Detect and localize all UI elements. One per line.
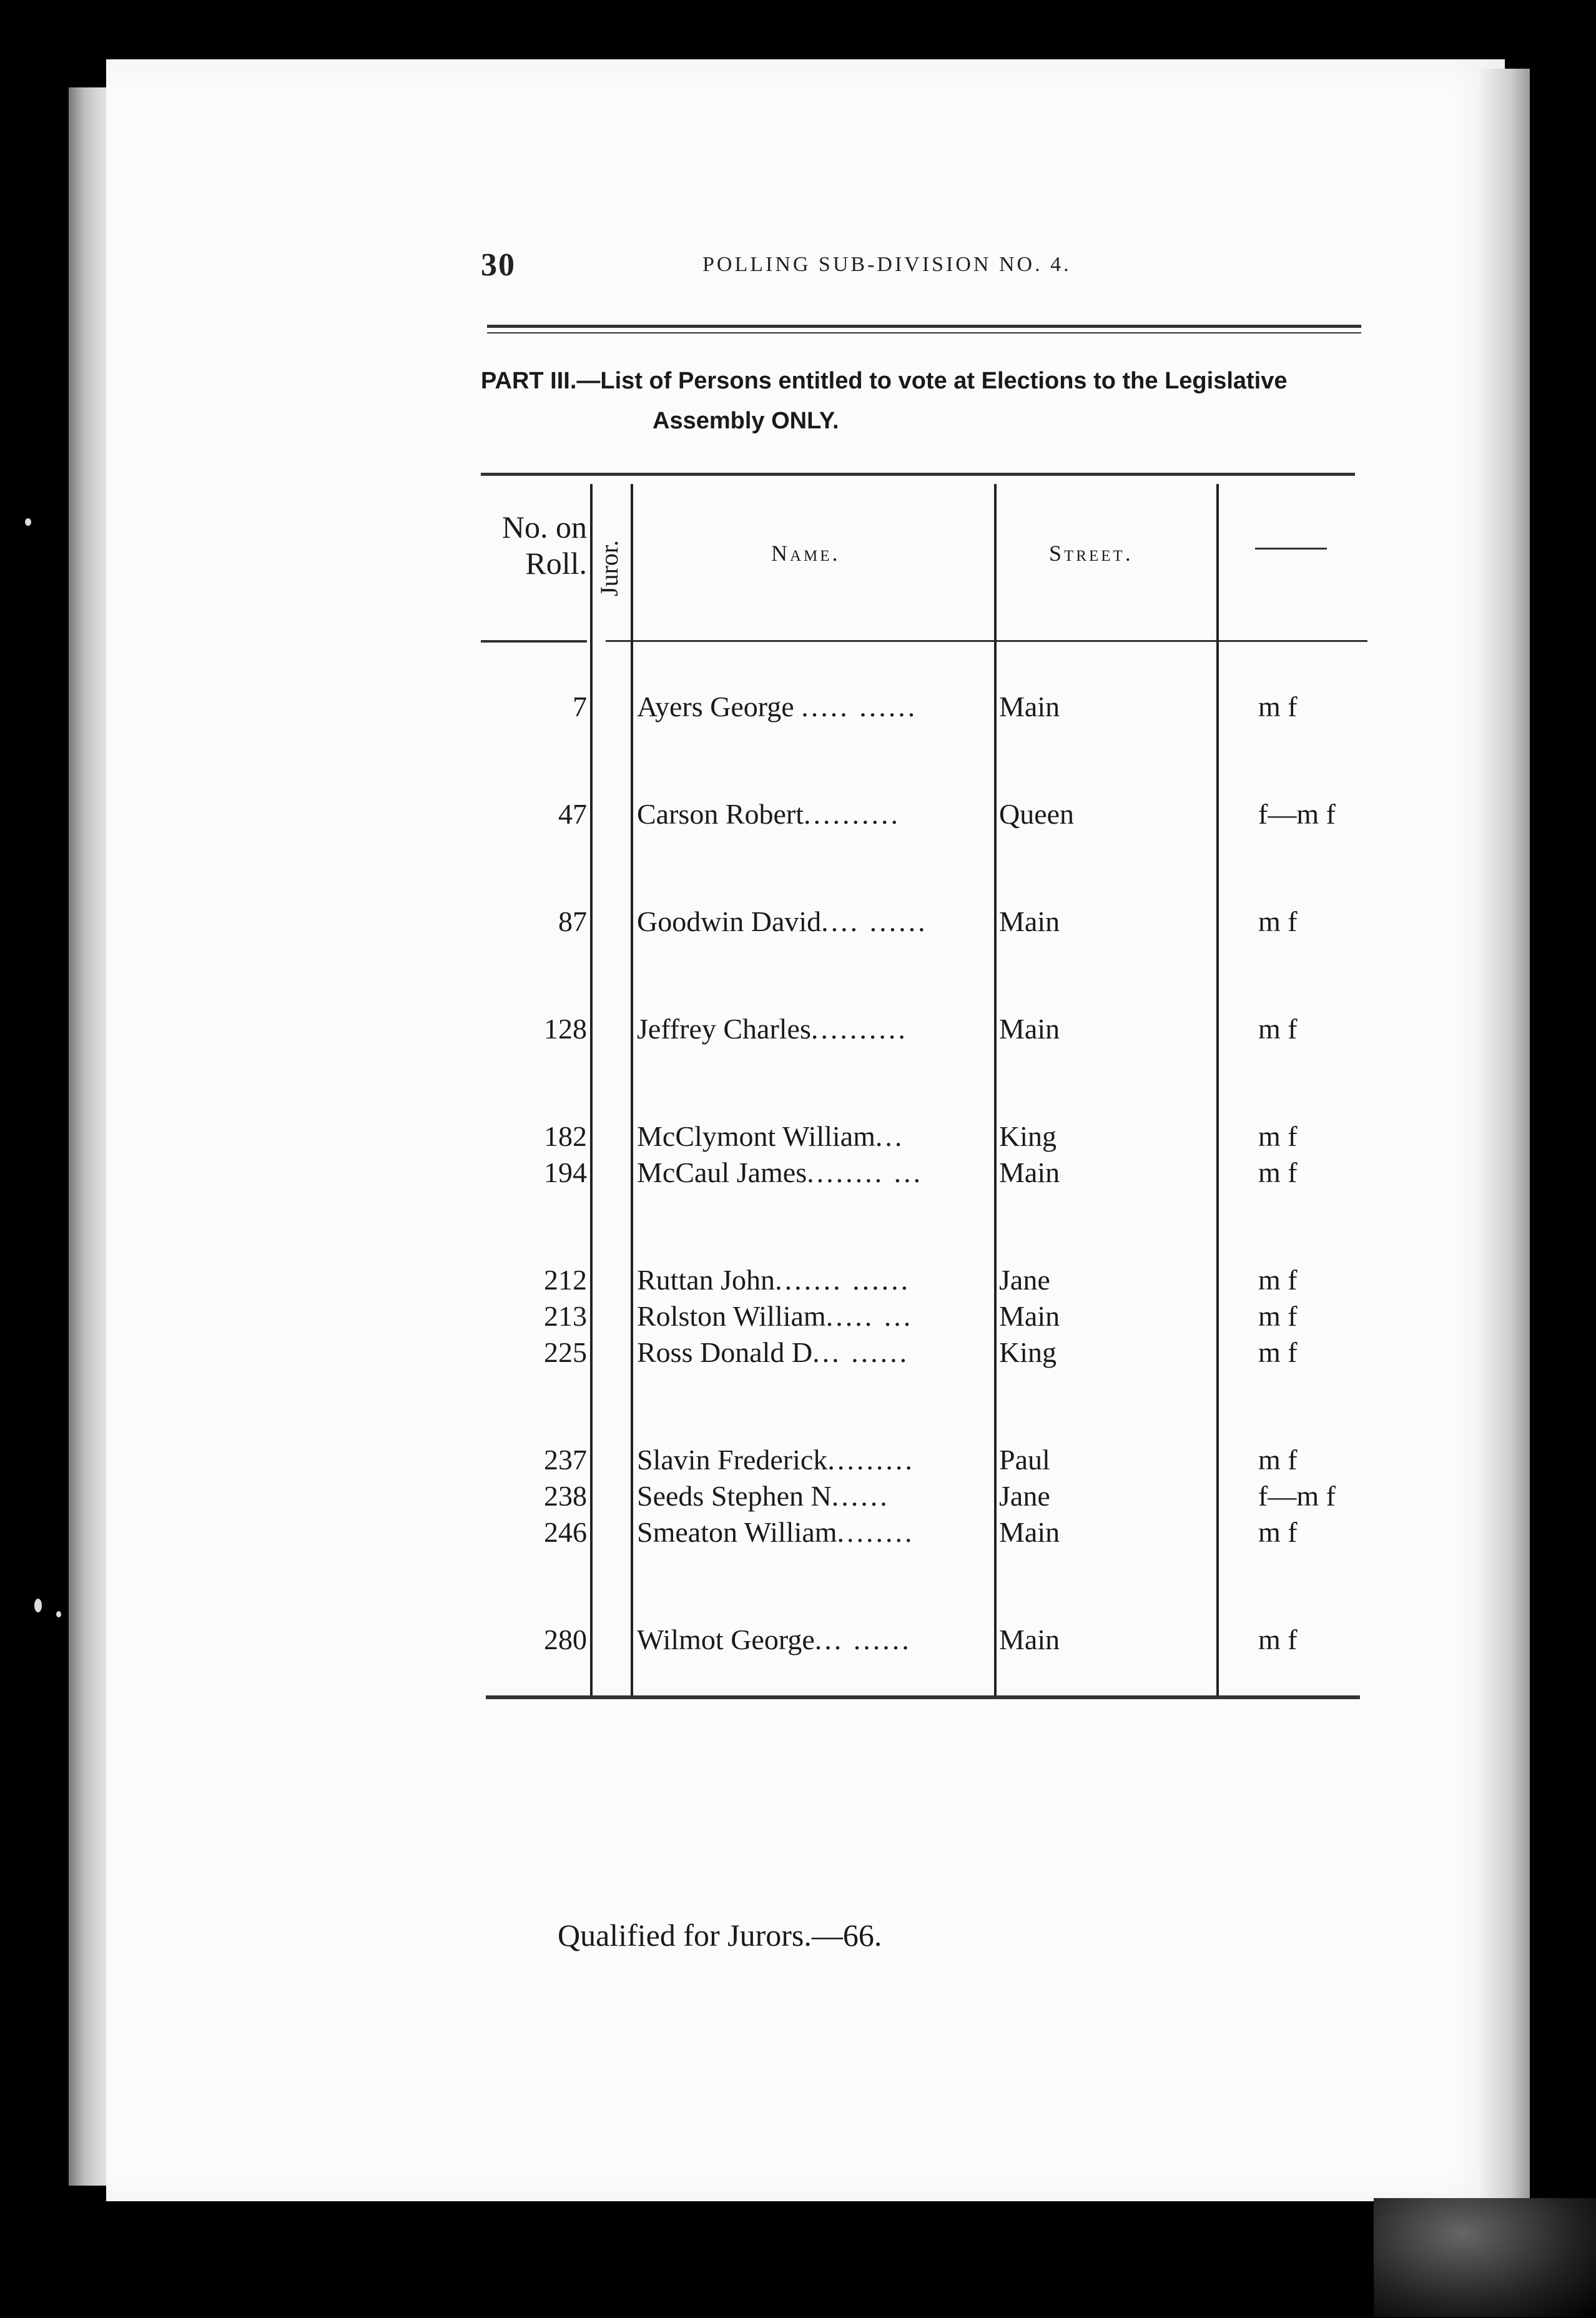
vote-mark: m f <box>1258 1120 1298 1152</box>
book-page-edges-right <box>1480 69 1530 2204</box>
street: Main <box>999 691 1060 723</box>
voters-table <box>481 471 1367 1708</box>
vote-mark: m f <box>1258 1444 1298 1476</box>
roll-number: 280 <box>544 1624 587 1655</box>
column-divider-marks <box>1216 484 1219 1695</box>
roll-number: 237 <box>544 1444 587 1476</box>
voter-name: Ayers George ..... ...... <box>637 691 918 723</box>
street: Main <box>999 1516 1060 1548</box>
street: Jane <box>999 1264 1050 1296</box>
roll-number: 7 <box>573 691 587 723</box>
vote-mark: m f <box>1258 905 1298 937</box>
roll-number: 194 <box>544 1157 587 1188</box>
part-heading-line1: PART III.—List of Persons entitled to vote at Elections to the Legislative <box>481 368 1288 394</box>
header-bottom-rule <box>481 640 587 643</box>
column-header-street: Street. <box>1049 541 1133 566</box>
roll-number: 213 <box>544 1300 587 1332</box>
street: Main <box>999 1013 1060 1045</box>
street: Main <box>999 1624 1060 1655</box>
voter-name: Ruttan John....... ...... <box>637 1264 911 1296</box>
column-divider-juror-right <box>631 484 633 1695</box>
voter-name: Goodwin David.... ...... <box>637 905 928 937</box>
column-header-juror: Juror. <box>595 540 623 596</box>
header-bottom-rule <box>606 640 1367 642</box>
vote-mark: m f <box>1258 1264 1298 1296</box>
roll-number: 87 <box>558 905 587 937</box>
roll-number: 212 <box>544 1264 587 1296</box>
vote-mark: f—m f <box>1258 1480 1336 1512</box>
vote-mark: m f <box>1258 691 1298 723</box>
column-header-name: Name. <box>771 541 840 566</box>
voter-name: Rolston William..... ... <box>637 1300 914 1332</box>
roll-number: 238 <box>544 1480 587 1512</box>
column-divider-juror-left <box>590 484 593 1695</box>
vote-mark: m f <box>1258 1300 1298 1332</box>
vote-mark: m f <box>1258 1013 1298 1045</box>
page-number: 30 <box>481 247 516 283</box>
street: Paul <box>999 1444 1050 1476</box>
page-header <box>481 247 1118 290</box>
column-divider-street <box>994 484 997 1695</box>
vote-mark: m f <box>1258 1516 1298 1548</box>
roll-number: 182 <box>544 1120 587 1152</box>
roll-number: 47 <box>558 798 587 830</box>
roll-number: 128 <box>544 1013 587 1045</box>
jurors-note: Qualified for Jurors.—66. <box>558 1918 882 1953</box>
column-header-roll: No. on Roll. <box>501 510 587 581</box>
vote-mark: m f <box>1258 1624 1298 1655</box>
voter-name: Wilmot George... ...... <box>637 1624 912 1655</box>
street: Jane <box>999 1480 1050 1512</box>
column-header-marks-dash <box>1255 548 1327 550</box>
vote-mark: m f <box>1258 1157 1298 1188</box>
roll-number: 246 <box>544 1516 587 1548</box>
voter-name: Seeds Stephen N...... <box>637 1480 890 1512</box>
header-rule <box>487 325 1361 328</box>
running-head: POLLING SUB-DIVISION NO. 4. <box>702 253 1071 276</box>
street: King <box>999 1336 1057 1368</box>
street: Main <box>999 1157 1060 1188</box>
street: Queen <box>999 798 1075 830</box>
voter-name: Ross Donald D... ...... <box>637 1336 910 1368</box>
voter-name: McClymont William... <box>637 1120 905 1152</box>
table-bottom-rule <box>486 1695 1360 1699</box>
vote-mark: f—m f <box>1258 798 1336 830</box>
book-corner-shadow <box>1374 2198 1596 2317</box>
voter-name: McCaul James........ ... <box>637 1157 924 1188</box>
voter-name: Slavin Frederick......... <box>637 1444 915 1476</box>
street: Main <box>999 905 1060 937</box>
voter-name: Jeffrey Charles.......... <box>637 1013 908 1045</box>
vote-mark: m f <box>1258 1336 1298 1368</box>
header-rule-thin <box>487 332 1361 333</box>
part-heading-line2: Assembly ONLY. <box>653 408 839 434</box>
roll-number: 225 <box>544 1336 587 1368</box>
voter-name: Carson Robert.......... <box>637 798 901 830</box>
street: King <box>999 1120 1057 1152</box>
street: Main <box>999 1300 1060 1332</box>
part-heading <box>481 361 1380 441</box>
voter-name: Smeaton William........ <box>637 1516 915 1548</box>
